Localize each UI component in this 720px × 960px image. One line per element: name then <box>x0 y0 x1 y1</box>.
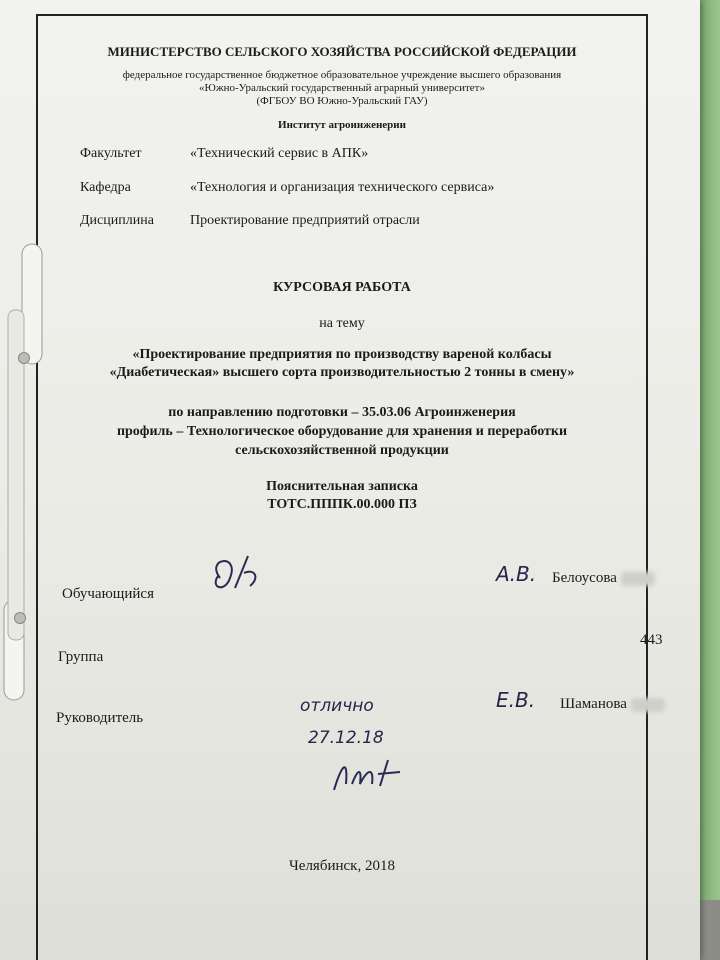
faculty-label: Факультет <box>80 146 142 161</box>
student-surname-text: Белоусова <box>552 570 617 586</box>
work-type: КУРСОВАЯ РАБОТА <box>273 280 411 295</box>
profile-line-1: профиль – Технологическое оборудование для хранения и переработки <box>116 424 568 439</box>
city-year: Челябинск, 2018 <box>289 858 395 874</box>
grade-handwritten: отлично <box>300 696 374 716</box>
discipline-value: Проектирование предприятий отрасли <box>190 213 420 228</box>
direction-line: по направлению подготовки – 35.03.06 Агроинженерия <box>168 405 516 420</box>
punch-hole-top <box>18 352 30 364</box>
student-surname <box>552 570 655 587</box>
supervisor-surname-text: Шаманова <box>560 696 627 712</box>
group-label: Группа <box>58 649 104 665</box>
student-signature <box>200 548 270 608</box>
supervisor-signature <box>328 754 408 798</box>
punch-hole-bottom <box>14 612 26 624</box>
institution-line-1: федеральное государственное бюджетное образовательное учреждение высшего образования <box>122 69 562 81</box>
student-label: Обучающийся <box>62 586 154 602</box>
group-value: 443 <box>640 632 663 648</box>
discipline-label: Дисциплина <box>80 213 154 228</box>
profile-line-2: сельскохозяйственной продукции <box>235 443 449 458</box>
department-value: «Технология и организация технического сервиса» <box>190 180 495 195</box>
department-label: Кафедра <box>80 180 131 195</box>
binder-clip-upper-tab <box>22 244 42 364</box>
supervisor-label: Руководитель <box>56 710 144 726</box>
institute-name: Институт агроинженерии <box>278 119 406 131</box>
date-handwritten: 27.12.18 <box>308 728 384 748</box>
topic-line-2: «Диабетическая» высшего сорта производительностью 2 тонны в смену» <box>109 365 575 380</box>
institution-line-2: «Южно-Уральский государственный аграрный университет» <box>199 82 485 94</box>
faculty-value: «Технический сервис в АПК» <box>190 146 369 161</box>
binder-clip <box>0 230 60 710</box>
document-code: ТОТС.ПППК.00.000 ПЗ <box>267 497 417 512</box>
on-topic-label: на тему <box>319 316 365 331</box>
topic-line-1: «Проектирование предприятия по производству вареной колбасы <box>132 347 552 362</box>
redacted-initials <box>621 572 655 586</box>
supervisor-surname <box>560 696 665 713</box>
institution-short-name: (ФГБОУ ВО Южно-Уральский ГАУ) <box>256 95 428 107</box>
redacted-initials <box>631 698 665 712</box>
ministry-title: МИНИСТЕРСТВО СЕЛЬСКОГО ХОЗЯЙСТВА РОССИЙСКОЙ ФЕДЕРАЦИИ <box>107 44 577 59</box>
supervisor-initials-handwritten: Е.В. <box>496 688 536 712</box>
student-initials-handwritten: А.В. <box>496 562 537 586</box>
explanatory-note: Пояснительная записка <box>266 479 418 494</box>
